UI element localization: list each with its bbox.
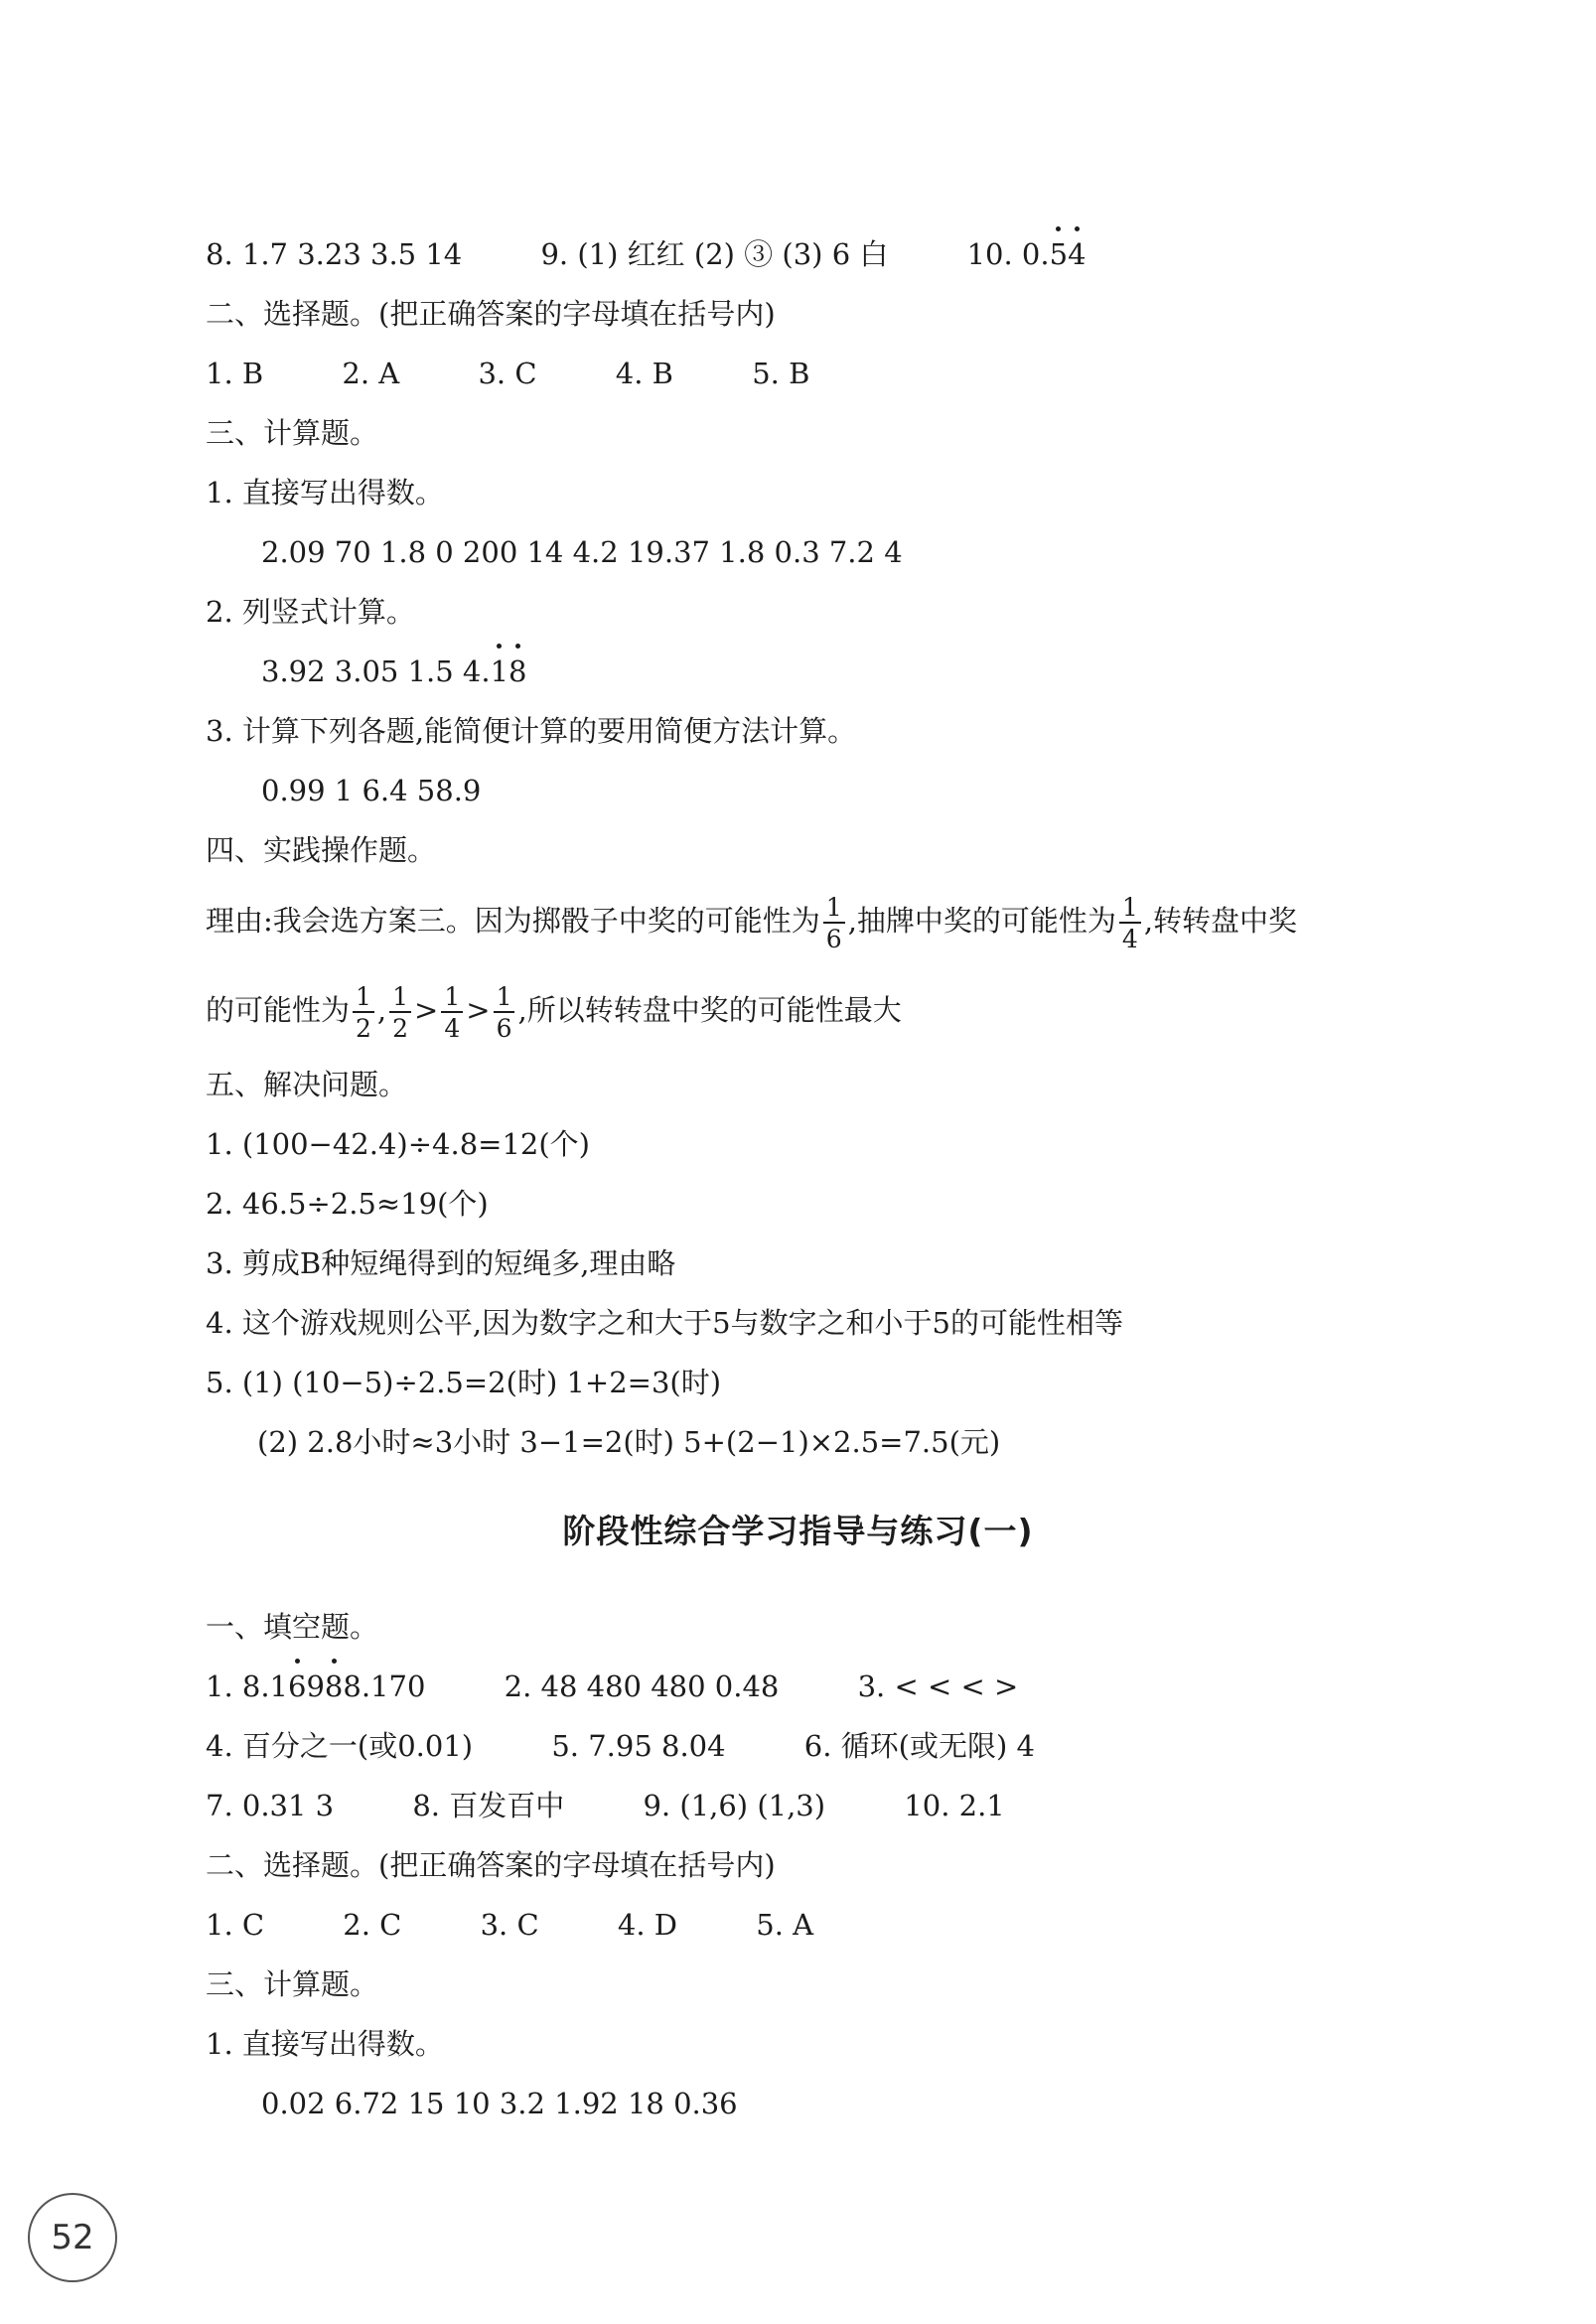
choice-answers-2: 1. C 2. C 3. C 4. D 5. A [206,1908,814,1942]
reason-line-1: 理由:我会选方案三。因为掷骰子中奖的可能性为 $\frac{1}{6}$ ,抽牌中奖的可能性为 $\frac{1}{4}$ ,转转盘中奖 [206,892,1298,953]
answer-9: 9. (1) 红红 (2) ③ (3) 6 白 [540,237,889,271]
fill-blank-line-2: 4. 百分之一(或0.01) 5. 7.95 8.04 6. 循环(或无限) 4 [206,1729,1035,1763]
calc-1-answers-2: 0.02 6.72 15 10 3.2 1.92 18 0.36 [261,2087,738,2120]
fraction-one-sixth: $\frac{1}{6}$ [494,984,515,1041]
solve-answer-2: 2. 46.5÷2.5≈19(个) [206,1187,489,1221]
calc-3-heading: 3. 计算下列各题,能简便计算的要用简便方法计算。 [206,714,857,748]
choice-heading-2: 二、选择题。(把正确答案的字母填在括号内) [206,1848,776,1882]
fill-blank-heading: 一、填空题。 [206,1610,379,1644]
answer-line-8-10 [206,224,1087,284]
section-solve-heading: 五、解决问题。 [206,1068,408,1101]
section-practice-heading: 四、实践操作题。 [206,833,437,867]
fill-blank-line-1: 1. 8.16988.170 2. 48 480 480 0.48 3. < < < > [206,1657,1018,1716]
answer-8: 8. 1.7 3.23 3.5 14 [206,237,463,271]
fraction-one-sixth: $\frac{1}{6}$ [823,895,845,951]
choice-answers: 1. B 2. A 3. C 4. B 5. B [206,357,810,390]
reason-line-2: 的可能性为 $\frac{1}{2}$ , $\frac{1}{2}$ > $\frac{1}{4}$ > $\frac{1}{6}$ ,所以转转盘中奖的可能性最大 [206,981,902,1043]
calc-1-answers: 2.09 70 1.8 0 200 14 4.2 19.37 1.8 0.3 7.2 4 [261,535,903,569]
calc-heading-2: 三、计算题。 [206,1967,379,2001]
fraction-one-quarter: $\frac{1}{4}$ [441,984,463,1041]
page-number: 52 [28,2193,117,2282]
section-choice-heading: 二、选择题。(把正确答案的字母填在括号内) [206,297,776,331]
calc-1-heading-2: 1. 直接写出得数。 [206,2027,444,2061]
calc-3-answers: 0.99 1 6.4 58.9 [261,774,482,807]
calc-2-answers: 3.92 3.05 1.5 4.18 [261,642,527,701]
answer-10: 10. 0.54 [967,224,1087,284]
solve-answer-4: 4. 这个游戏规则公平,因为数字之和大于5与数字之和小于5的可能性相等 [206,1306,1124,1340]
fraction-one-half: $\frac{1}{2}$ [353,984,374,1041]
solve-answer-5-1: 5. (1) (10−5)÷2.5=2(时) 1+2=3(时) [206,1366,722,1399]
section-calc-heading: 三、计算题。 [206,416,379,450]
fraction-one-half: $\frac{1}{2}$ [389,984,411,1041]
calc-2-heading: 2. 列竖式计算。 [206,595,415,629]
calc-1-heading: 1. 直接写出得数。 [206,476,444,509]
solve-answer-1: 1. (100−42.4)÷4.8=12(个) [206,1127,590,1161]
section-title: 阶段性综合学习指导与练习(一) [562,1512,1034,1550]
solve-answer-5-2: (2) 2.8小时≈3小时 3−1=2(时) 5+(2−1)×2.5=7.5(元) [257,1425,1001,1459]
fill-blank-line-3: 7. 0.31 3 8. 百发百中 9. (1,6) (1,3) 10. 2.1 [206,1789,1005,1822]
fraction-one-quarter: $\frac{1}{4}$ [1119,895,1141,951]
solve-answer-3: 3. 剪成B种短绳得到的短绳多,理由略 [206,1246,676,1280]
